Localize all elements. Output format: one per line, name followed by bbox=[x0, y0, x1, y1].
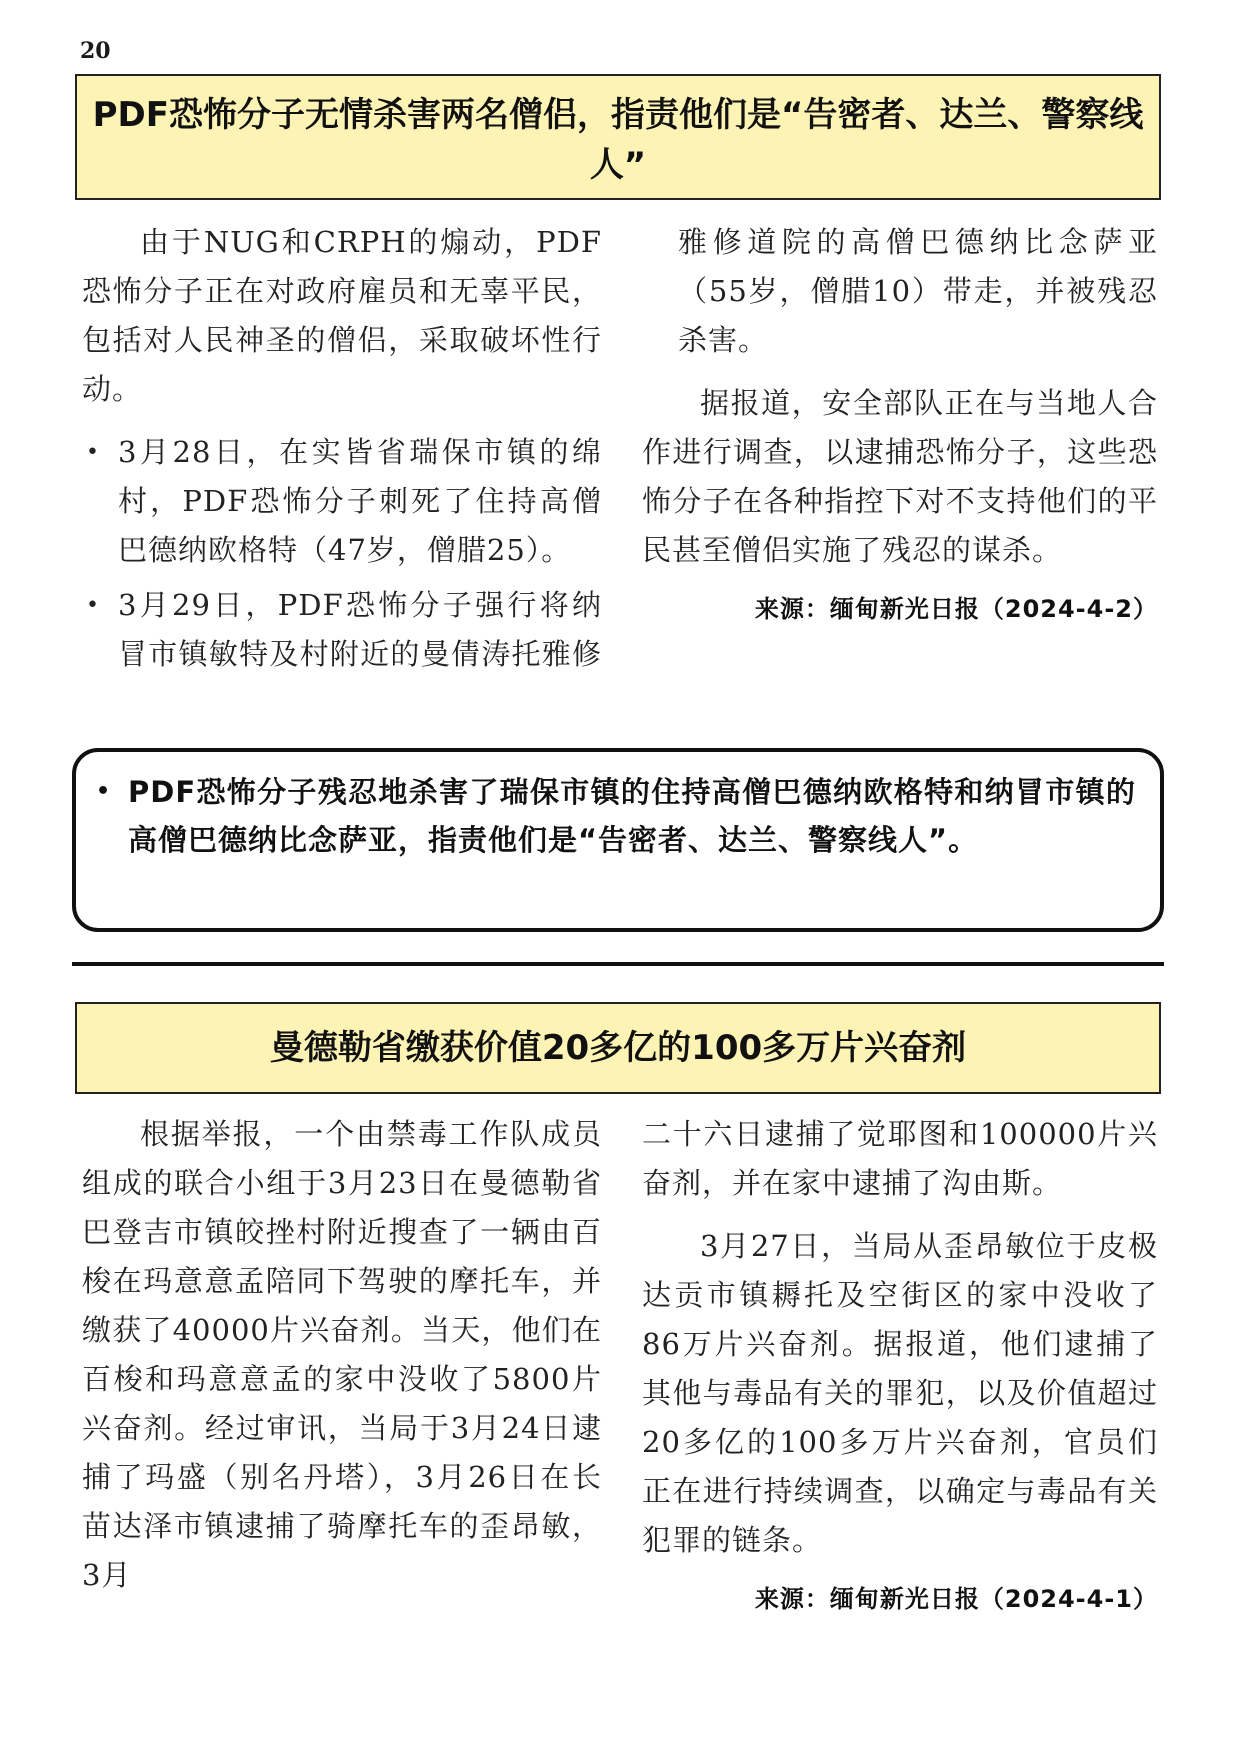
article-1-bullet-2: 3月29日，PDF恐怖分子强行将纳冒市镇敏特及村附近的曼倩涛托雅修 bbox=[118, 588, 602, 671]
article-1-bullet-1: 3月28日，在实皆省瑞保市镇的绵村，PDF恐怖分子刺死了住持高僧巴德纳欧格特（47岁，僧腊25）。 bbox=[118, 435, 602, 567]
summary-text: PDF恐怖分子残忍地杀害了瑞保市镇的住持高僧巴德纳欧格特和纳冒市镇的高僧巴德纳比念萨亚，指责他们是“告密者、达兰、警察线人”。 bbox=[128, 775, 1136, 857]
article-1-source: 来源：缅甸新光日报（2024-4-2） bbox=[754, 595, 1158, 623]
article-2-right-column bbox=[642, 1110, 1158, 1619]
article-2-right-text-1: 二十六日逮捕了觉耶图和100000片兴奋剂，并在家中逮捕了沟由斯。 bbox=[642, 1117, 1158, 1200]
article-1-bullet-2-continued: 雅修道院的高僧巴德纳比念萨亚（55岁，僧腊10）带走，并被残忍杀害。 bbox=[678, 225, 1158, 357]
bullet-icon: • bbox=[86, 593, 100, 618]
article-1-left-column bbox=[82, 218, 602, 685]
article-2-right-text-2: 3月27日，当局从歪昂敏位于皮极达贡市镇耨托及空街区的家中没收了86万片兴奋剂。据报道，他们逮捕了其他与毒品有关的罪犯，以及价值超过20多亿的100多万片兴奋剂，官员们正在进行持续调查，以确定与毒品有关犯罪的链条。 bbox=[642, 1229, 1158, 1557]
article-1-paragraph-2: 据报道，安全部队正在与当地人合作进行调查，以逮捕恐怖分子，这些恐怖分子在各种指控下对不支持他们的平民甚至僧侣实施了残忍的谋杀。 bbox=[642, 386, 1158, 567]
article-1-bullet-list bbox=[82, 428, 602, 679]
bullet-icon: • bbox=[96, 779, 112, 804]
list-item bbox=[82, 581, 602, 679]
page-number: 20 bbox=[80, 38, 111, 64]
article-1-title: PDF恐怖分子无情杀害两名僧侣，指责他们是“告密者、达兰、警察线人” bbox=[75, 74, 1161, 200]
article-2-source: 来源：缅甸新光日报（2024-4-1） bbox=[754, 1585, 1158, 1613]
article-2-title: 曼德勒省缴获价值20多亿的100多万片兴奋剂 bbox=[75, 1002, 1161, 1094]
section-divider bbox=[72, 962, 1164, 966]
article-2-left-column bbox=[82, 1110, 602, 1614]
article-1-intro: 由于NUG和CRPH的煽动，PDF恐怖分子正在对政府雇员和无辜平民，包括对人民神圣的僧侣，采取破坏性行动。 bbox=[82, 225, 602, 406]
list-item bbox=[82, 428, 602, 575]
bullet-icon: • bbox=[86, 440, 100, 465]
article-1-right-column bbox=[642, 218, 1158, 629]
article-2-left-text: 根据举报，一个由禁毒工作队成员组成的联合小组于3月23日在曼德勒省巴登吉市镇皎挫村附近搜查了一辆由百梭在玛意意孟陪同下驾驶的摩托车，并缴获了40000片兴奋剂。当天，他们在百梭和玛意意孟的家中没收了5800片兴奋剂。经过审讯，当局于3月24日逮捕了玛盛（别名丹塔），3月26日在长苗达泽市镇逮捕了骑摩托车的歪昂敏，3月 bbox=[82, 1117, 602, 1592]
summary-box bbox=[72, 748, 1164, 932]
